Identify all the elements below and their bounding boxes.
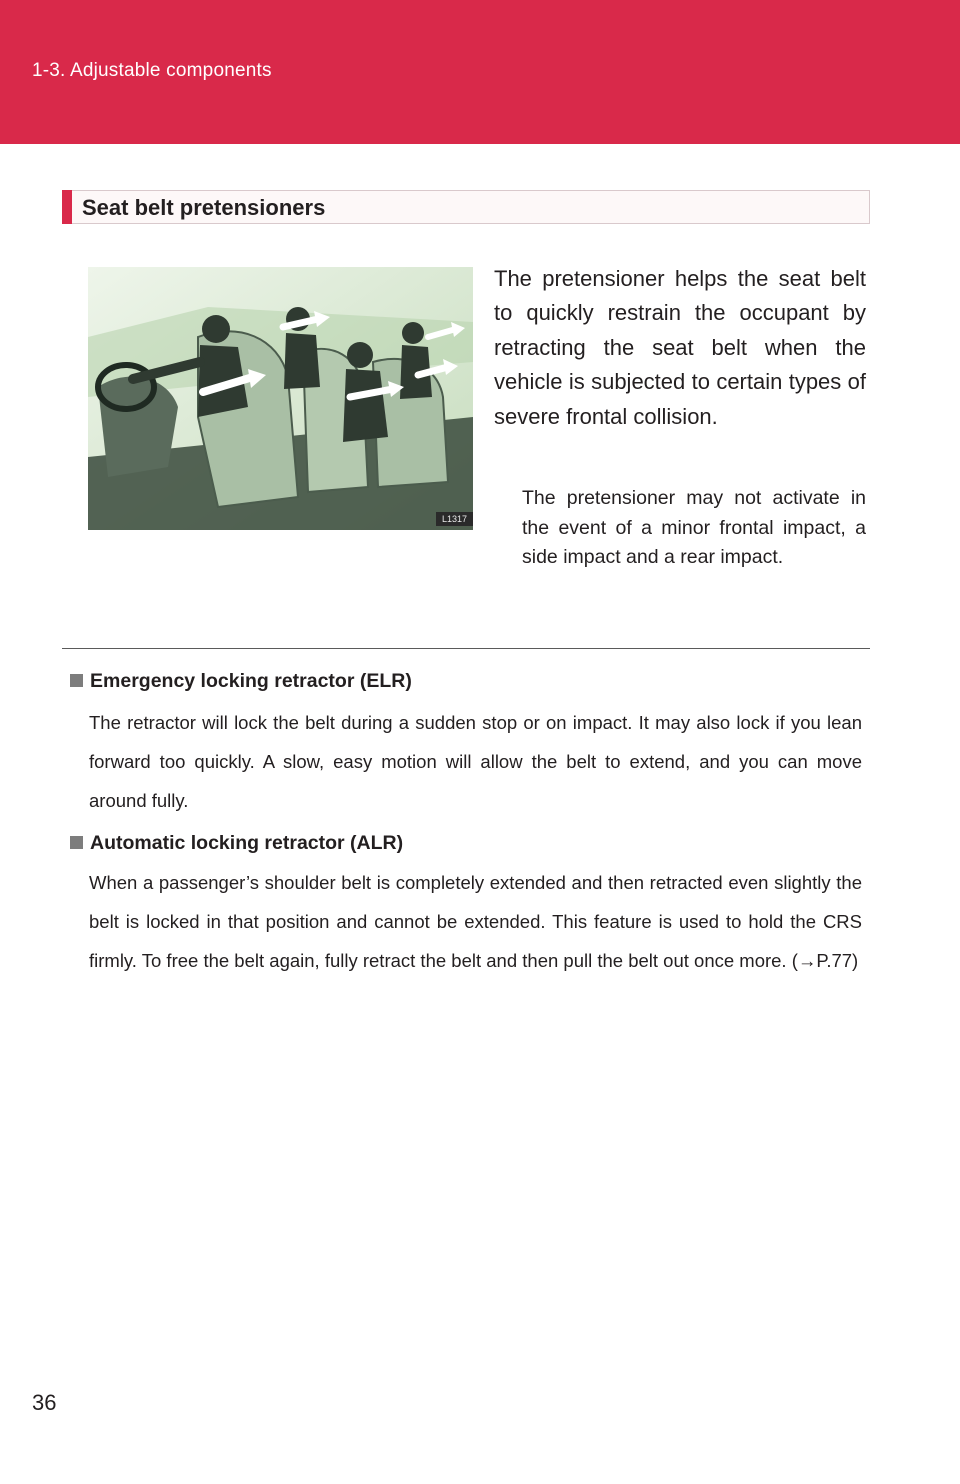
square-bullet-icon [70, 674, 83, 687]
section-title: Seat belt pretensioners [82, 195, 326, 220]
pretensioner-description: The pretensioner helps the seat belt to quickly restrain the occupant by retracting the seat belt when the vehicle is subjected to certain types of severe frontal collision. [494, 266, 866, 429]
pretensioner-note: The pretensioner may not activate in the event of a minor frontal impact, a side impact and a rear impact. [522, 487, 866, 568]
item-body-elr: The retractor will lock the belt during a sudden stop or on impact. It may also lock if you lean forward too quickly. A slow, easy motion will allow the belt to extend, and you can move around fully. [89, 712, 862, 811]
header-section-label: 1-3. Adjustable components [32, 60, 272, 81]
section-divider [62, 648, 870, 649]
item-title-text: Automatic locking retractor (ALR) [90, 832, 404, 854]
page-number: 36 [32, 1390, 57, 1415]
item-title-elr [70, 670, 412, 693]
page-header [0, 0, 960, 144]
figure-code: L1317 [436, 512, 473, 526]
section-accent-mark [62, 190, 72, 224]
item-title-alr [70, 832, 403, 855]
square-bullet-icon [70, 836, 83, 849]
illustration-occupants-pretensioner [88, 267, 473, 530]
item-body-alr: When a passenger’s shoulder belt is completely extended and then retracted even slightly the belt is locked in that position and cannot be extended. This feature is used to hold the CRS firmly. To free the belt again, fully retract the belt and then pull the belt out once more. (→P.77) [89, 872, 862, 971]
item-title-text: Emergency locking retractor (ELR) [90, 670, 412, 692]
